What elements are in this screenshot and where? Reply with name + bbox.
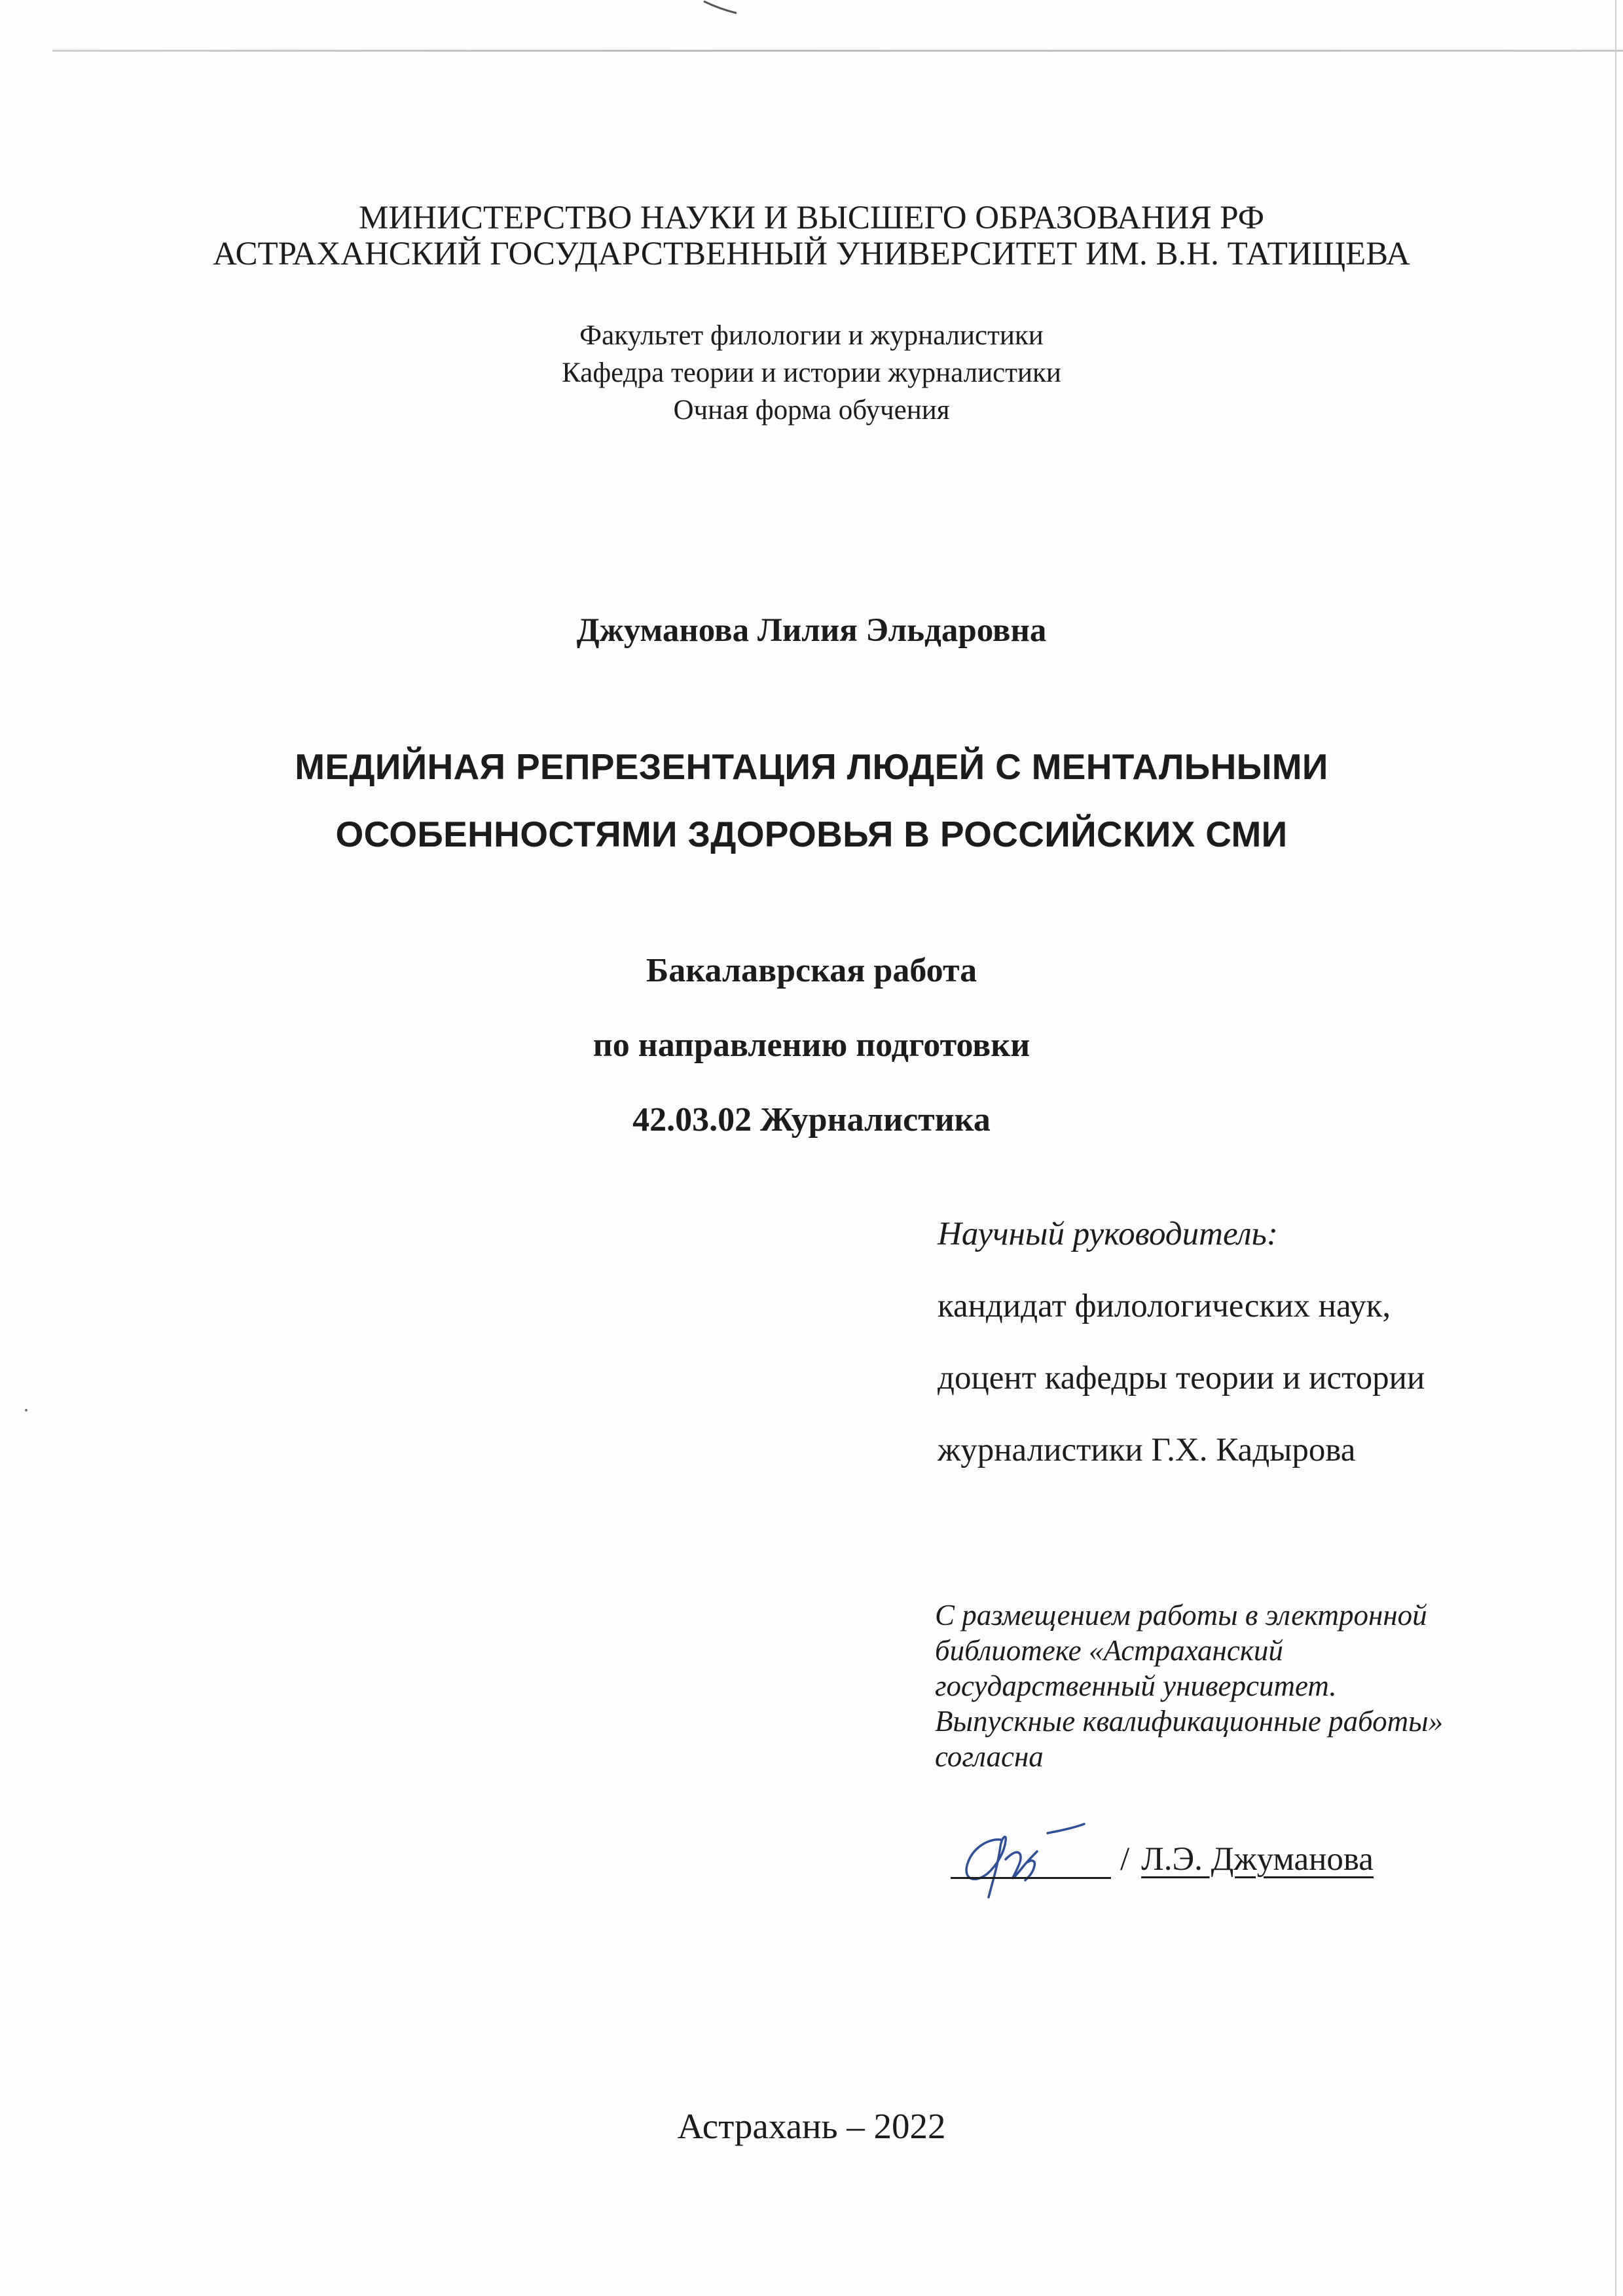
supervisor-name: журналистики Г.Х. Кадырова [938, 1432, 1356, 1468]
consent-line-1: С размещением работы в электронной [935, 1599, 1427, 1631]
supervisor-position: доцент кафедры теории и истории [938, 1360, 1425, 1396]
direction-label: по направлению подготовки [593, 1027, 1030, 1064]
signature-separator: / [1120, 1841, 1130, 1878]
signature-line [951, 1847, 1111, 1879]
library-consent [935, 1597, 1443, 1774]
scan-edge-top [52, 50, 1623, 52]
city-year: Астрахань – 2022 [677, 2106, 946, 2146]
supervisor-info [938, 1198, 1425, 1486]
department-name: Кафедра теории и истории журналистики [562, 357, 1061, 388]
university-name: АСТРАХАНСКИЙ ГОСУДАРСТВЕННЫЙ УНИВЕРСИТЕТ ИМ. В.Н. ТАТИЩЕВА [213, 236, 1410, 272]
faculty-name: Факультет филологии и журналистики [579, 320, 1044, 351]
institution-header [0, 200, 1623, 272]
consent-line-3: государственный университет. [935, 1669, 1337, 1702]
consent-line-4: Выпускные квалификационные работы» [935, 1705, 1444, 1738]
consent-line-2: библиотеке «Астраханский [935, 1634, 1283, 1667]
thesis-title-line-1: МЕДИЙНАЯ РЕПРЕЗЕНТАЦИЯ ЛЮДЕЙ С МЕНТАЛЬНЫМИ [295, 746, 1328, 787]
supervisor-degree: кандидат филологических наук, [938, 1288, 1391, 1324]
thesis-title [0, 733, 1623, 868]
signature-row [951, 1840, 1374, 1879]
scan-artifact-mark [701, 0, 753, 14]
study-form: Очная форма обучения [673, 395, 950, 426]
author-name: Джуманова Лилия Эльдаровна [576, 612, 1047, 649]
supervisor-label: Научный руководитель: [938, 1216, 1278, 1252]
consent-line-5: согласна [935, 1740, 1044, 1773]
work-type [0, 934, 1623, 1157]
ministry-name: МИНИСТЕРСТВО НАУКИ И ВЫСШЕГО ОБРАЗОВАНИЯ РФ [358, 200, 1265, 236]
scan-dot [25, 1409, 27, 1412]
faculty-info [0, 317, 1623, 429]
thesis-title-line-2: ОСОБЕННОСТЯМИ ЗДОРОВЬЯ В РОССИЙСКИХ СМИ [335, 814, 1288, 854]
signer-name: Л.Э. Джуманова [1141, 1841, 1374, 1878]
direction-code: 42.03.02 Журналистика [632, 1101, 991, 1139]
work-type-label: Бакалаврская работа [646, 952, 977, 989]
